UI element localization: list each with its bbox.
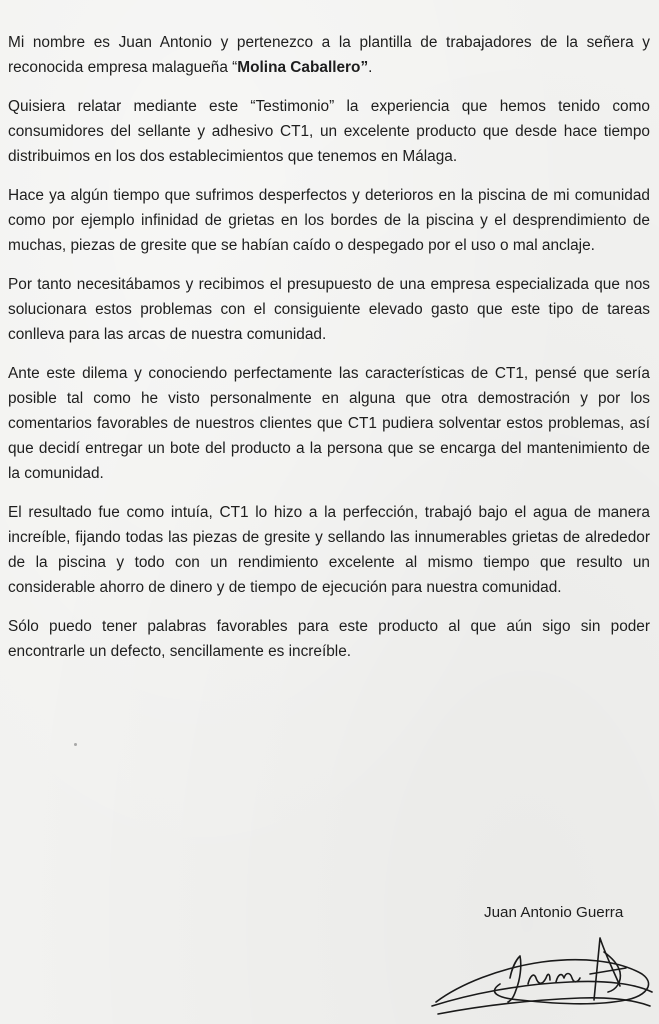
intro-end: .: [368, 59, 373, 76]
paragraph-budget: Por tanto necesitábamos y recibimos el presupuesto de una empresa especializada que nos solucionara estos problemas con el consiguiente elevado gasto que este tipo de tareas conlleva para las arcas de nuestra comunidad.: [8, 276, 650, 343]
letter-body: [8, 30, 650, 678]
paragraph-closing: Sólo puedo tener palabras favorables para este producto al que aún sigo sin poder encontrarle un defecto, sencillamente es increíble.: [8, 618, 650, 660]
paragraph-result: El resultado fue como intuía, CT1 lo hizo a la perfección, trabajó bajo el agua de manera increíble, fijando todas las piezas de gresite y sellando las innumerables grietas de alrededor de la piscina y todo con un rendimiento excelente al mismo tiempo que resulto un considerable ahorro de dinero y de tiempo de ejecución para nuestra comunidad.: [8, 504, 650, 596]
handwritten-signature: [430, 922, 659, 1024]
signer-name: Juan Antonio Guerra: [484, 904, 624, 921]
paragraph-intro: [8, 30, 650, 80]
paper-mark: [74, 743, 77, 746]
signature-strokes: [432, 938, 652, 1014]
paragraph-problem: Hace ya algún tiempo que sufrimos desperfectos y deterioros en la piscina de mi comunidad como por ejemplo infinidad de grietas en los bordes de la piscina y el desprendimiento de muchas, piezas de gresite que se habían caído o despegado por el uso o mal anclaje.: [8, 187, 650, 254]
company-name: Molina Caballero”: [237, 59, 369, 76]
paragraph-testimonio: Quisiera relatar mediante este “Testimonio” la experiencia que hemos tenido como consumidores del sellante y adhesivo CT1, un excelente producto que desde hace tiempo distribuimos en los dos establecimientos que tenemos en Málaga.: [8, 98, 650, 165]
paragraph-decision: Ante este dilema y conociendo perfectamente las características de CT1, pensé que sería posible tal como he visto personalmente en alguna que otra demostración y por los comentarios favorables de nuestros clientes que CT1 pudiera solventar estos problemas, así que decidí entregar un bote del producto a la persona que se encarga del mantenimiento de la comunidad.: [8, 365, 650, 482]
intro-text: Mi nombre es Juan Antonio y pertenezco a la plantilla de trabajadores de la señera y reconocida empresa malagueña “: [8, 34, 650, 76]
